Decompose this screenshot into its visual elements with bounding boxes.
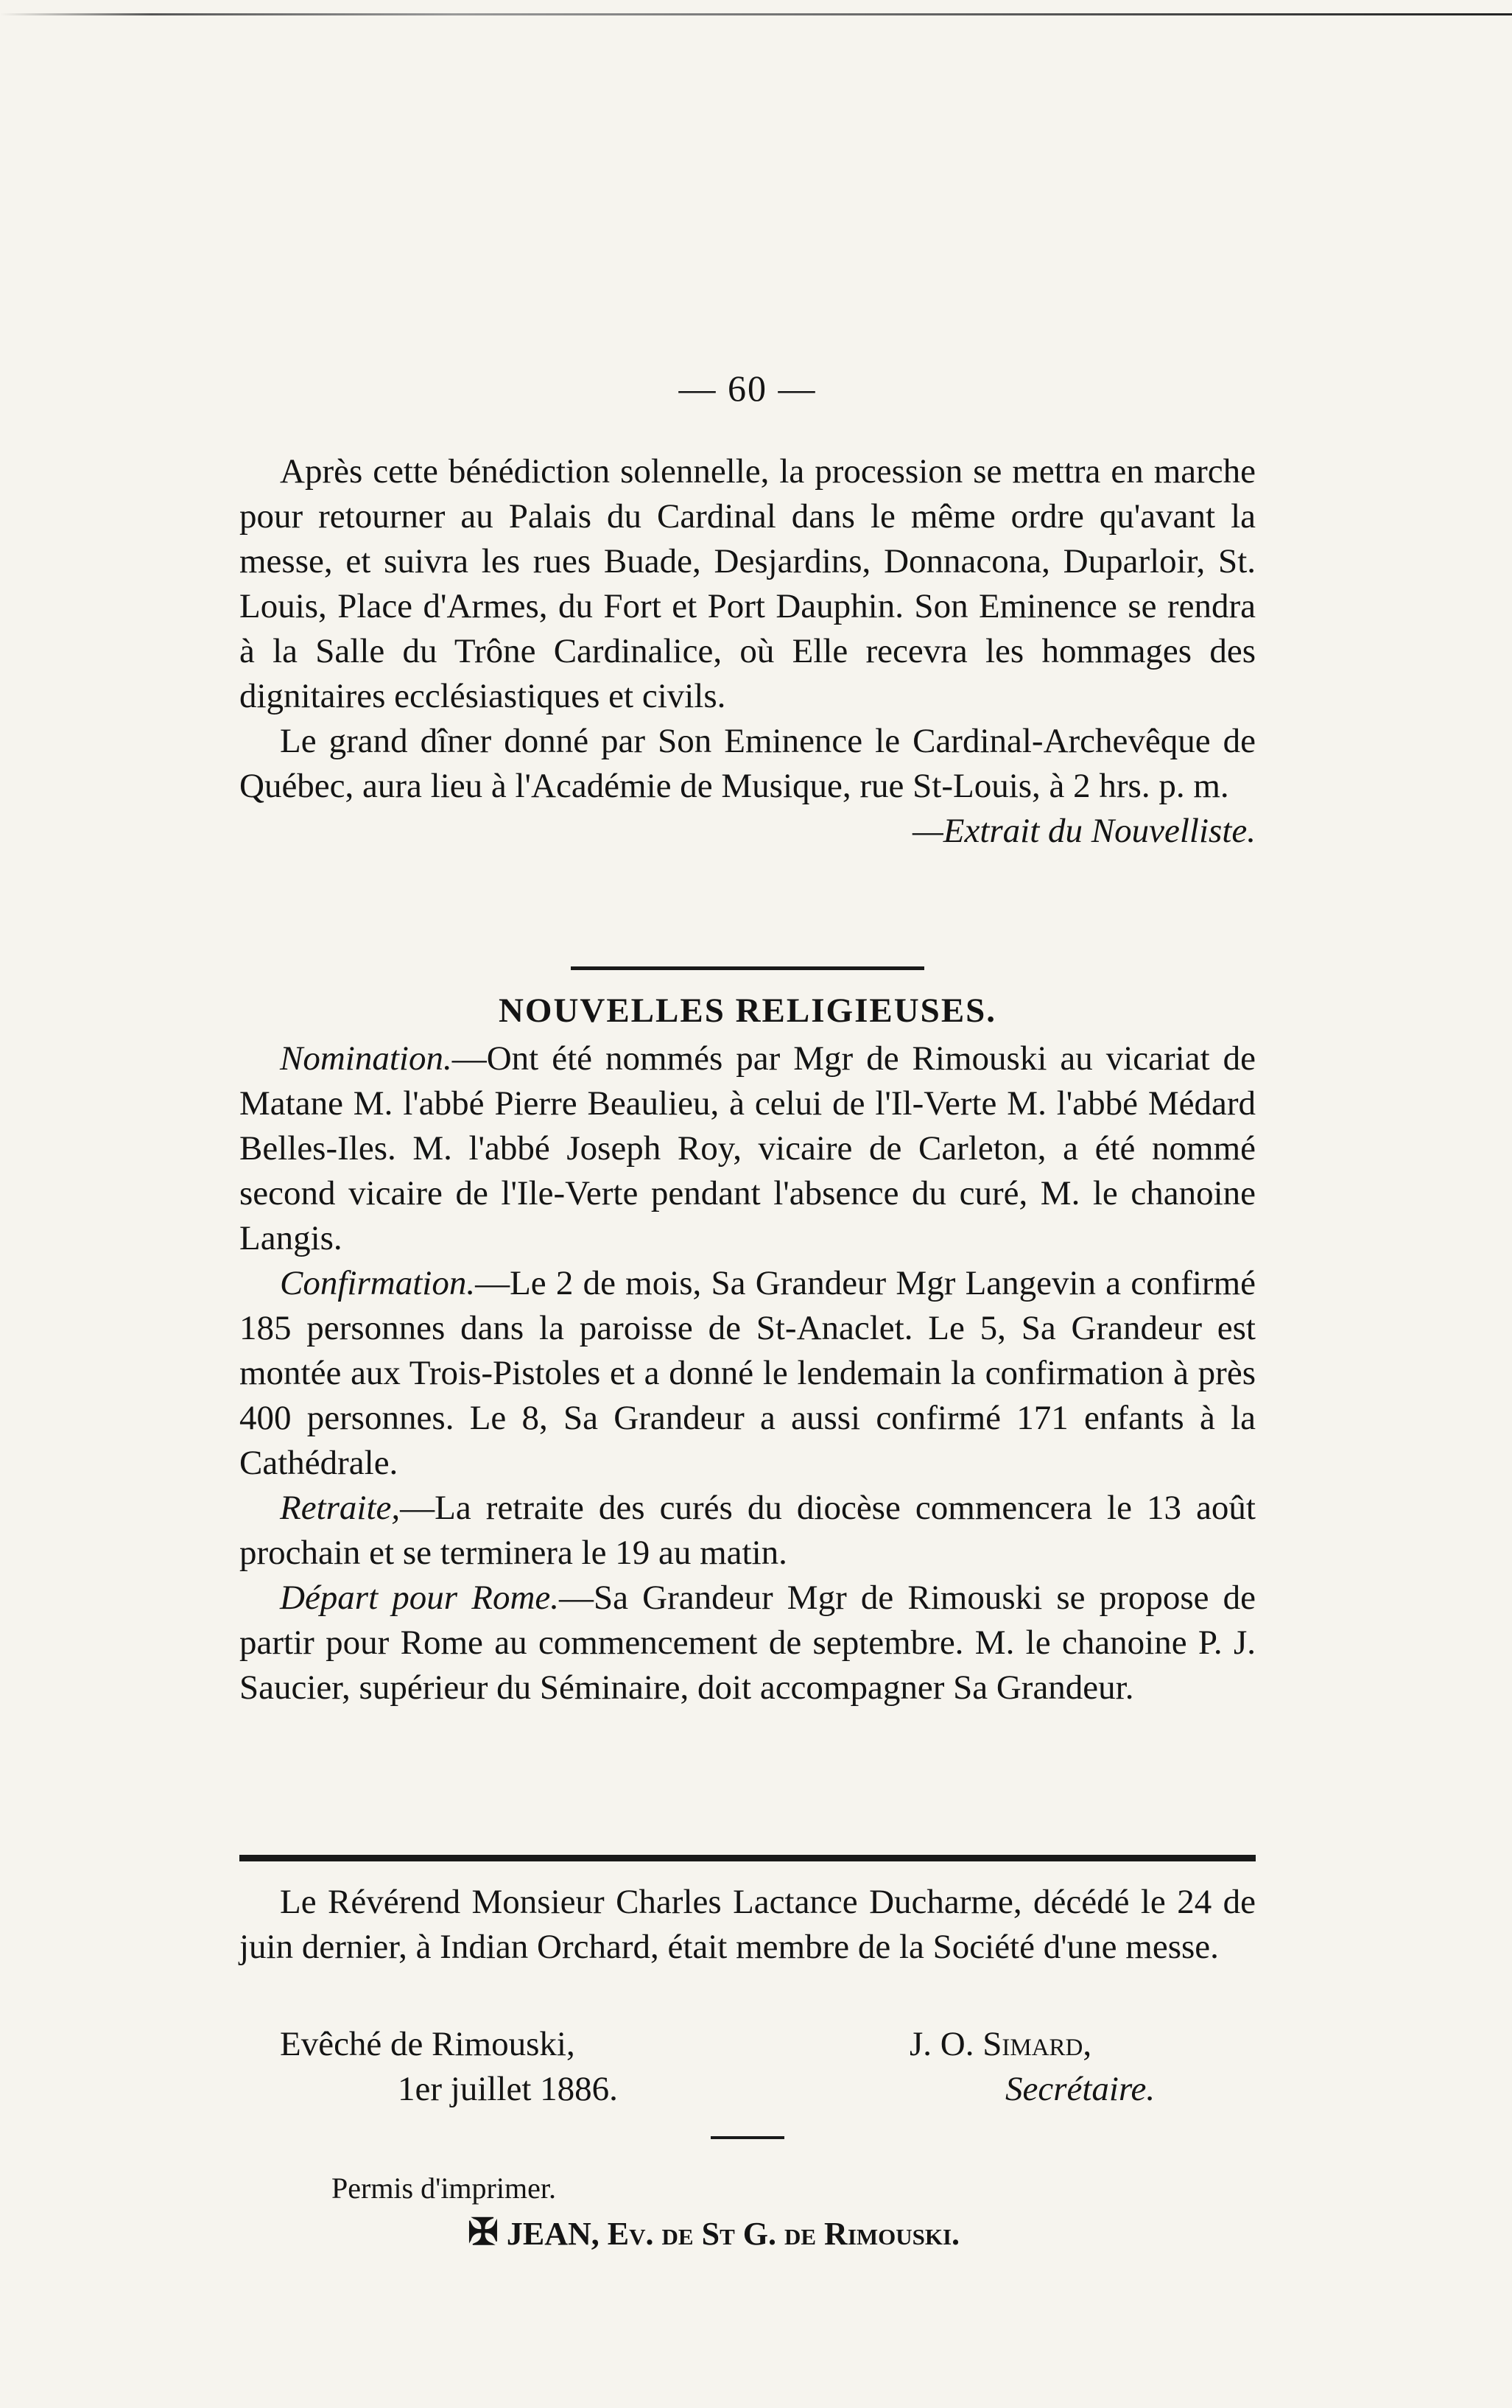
paragraph-retraite [239,1486,1256,1576]
depart-label: Départ pour Rome. [280,1579,560,1617]
scan-edge-noise [0,13,1512,15]
cross-icon: ✠ [468,2211,499,2253]
paragraph-depart [239,1576,1256,1710]
date-line: 1er juillet 1886. [398,2070,618,2108]
paragraph-procession: Après cette bénédiction solennelle, la procession se mettra en marche pour retourner au Palais du Cardinal dans le même ordre qu'avant la messe, et suivra les rues Buade, Desjardins, Donnacona, Duparloir, St. Louis, Place d'Armes, du Fort et Port Dauphin. Son Eminence se rendra à la Salle du Trône Cardinalice, où Elle recevra les hommages des dignitaires ecclésiastiques et civils. [239,452,1256,715]
paragraph-nomination [239,1036,1256,1261]
confirmation-text: —Le 2 de mois, Sa Grandeur Mgr Langevin a confirmé 185 personnes dans la paroisse de St-Anaclet. Le 5, Sa Grandeur est montée aux Trois-Pistoles et a donné le lendemain la confirmation à près 400 personnes. Le 8, Sa Grandeur a aussi confirmé 171 enfants à la Cathédrale. [239,1264,1256,1482]
retraite-text: —La retraite des curés du diocèse commencera le 13 août prochain et se terminera le 19 au matin. [239,1489,1256,1572]
bishop-name: JEAN, Ev. de St G. de Rimouski. [506,2216,960,2252]
notice-text: Le Révérend Monsieur Charles Lactance Ducharme, décédé le 24 de juin dernier, à Indian Orchard, était membre de la Société d'une messe. [239,1883,1256,1966]
section-divider [571,966,924,970]
permis-line: Permis d'imprimer. [331,2172,556,2205]
page-number: — 60 — [678,368,817,409]
paragraph-confirmation [239,1261,1256,1486]
place-line: Evêché de Rimouski, [280,2025,575,2063]
depart-text: —Sa Grandeur Mgr de Rimouski se propose de partir pour Rome au commencement de septembre. M. le chanoine P. J. Saucier, supérieur du Séminaire, doit accompagner Sa Grandeur. [239,1579,1256,1707]
short-divider [711,2136,784,2139]
nomination-label: Nomination. [280,1039,452,1078]
notice-section [239,1880,1256,1970]
section-heading: NOUVELLES RELIGIEUSES. [498,991,997,1030]
news-section [239,991,1256,1710]
article-body [239,449,1256,854]
paragraph-diner: Le grand dîner donné par Son Eminence le Cardinal-Archevêque de Québec, aura lieu à l'Académie de Musique, rue St-Louis, à 2 hrs. p. m. [239,722,1256,805]
signer-title: Secrétaire. [1005,2070,1156,2108]
signer-name: J. O. Simard, [910,2025,1092,2063]
nomination-text: —Ont été nommés par Mgr de Rimouski au vicariat de Matane M. l'abbé Pierre Beaulieu, à celui de l'Il-Verte M. l'abbé Médard Belles-Iles. M. l'abbé Joseph Roy, vicaire de Carleton, a été nommé second vicaire de l'Ile-Verte pendant l'absence du curé, M. le chanoine Langis. [239,1039,1256,1257]
source-attribution: —Extrait du Nouvelliste. [912,812,1256,850]
section-rule [239,1855,1256,1861]
retraite-label: Retraite, [280,1489,401,1527]
confirmation-label: Confirmation. [280,1264,476,1302]
bishop-line [468,2210,960,2256]
